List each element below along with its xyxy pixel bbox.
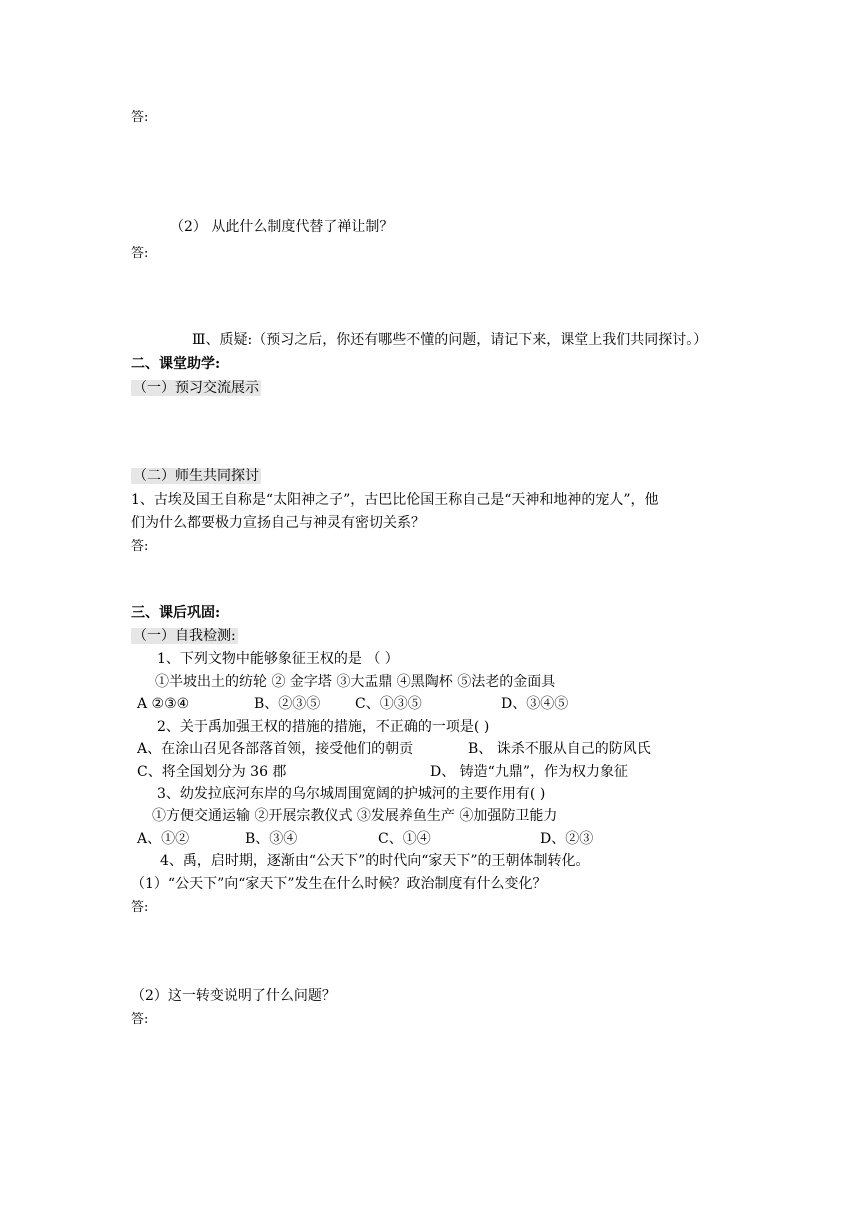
option-text: C、①④	[378, 831, 431, 847]
section-heading: 三、课后巩固:	[131, 605, 221, 621]
question-text: 4、禹，启时期，逐渐由“公天下”的时代向“家天下”的王朝体制转化。	[160, 853, 590, 869]
question-text: 1、古埃及国王自称是“太阳神之子”，古巴比伦国王称自己是“天神和地神的宠人”，他	[131, 492, 659, 508]
question-text: （1）“公天下”向“家天下”发生在什么时候？政治制度有什么变化？	[131, 876, 547, 892]
answer-label: 答:	[131, 110, 149, 125]
option-text: D、②③	[540, 831, 594, 847]
question-text: （2） 从此什么制度代替了禅让制？	[170, 219, 394, 235]
question-text: 1、下列文物中能够象征王权的是 （ ）	[157, 651, 399, 667]
subsection-heading	[131, 466, 261, 486]
item-list: ①方便交通运输 ②开展宗教仪式 ③发展养鱼生产 ④加强防卫能力	[152, 808, 558, 824]
doubt-prompt: Ⅲ、质疑:（预习之后，你还有哪些不懂的问题，请记下来，课堂上我们共同探讨。）	[192, 332, 708, 348]
option-text: B、②③⑤	[254, 696, 321, 712]
answer-label: 答:	[131, 1012, 149, 1027]
option-text: A ②③④	[137, 696, 190, 712]
section-heading: 二、课堂助学:	[131, 356, 221, 372]
question-text: 2、关于禹加强王权的措施的措施，不正确的一项是( )	[157, 719, 490, 735]
option-text: A、在涂山召见各部落首领，接受他们的朝贡	[137, 741, 414, 757]
option-text: D、③④⑤	[501, 696, 569, 712]
item-list: ①半坡出土的纺轮 ② 金字塔 ③大盂鼎 ④黑陶杯 ⑤法老的金面具	[155, 674, 556, 690]
highlighted-text: （一）预习交流展示	[133, 380, 259, 396]
question-text: 3、幼发拉底河东岸的乌尔城周围宽阔的护城河的主要作用有( )	[157, 786, 546, 802]
option-text: B、 诛杀不服从自己的防风氏	[468, 741, 651, 757]
subsection-heading	[131, 378, 261, 398]
option-text: C、将全国划分为 36 郡	[137, 764, 287, 780]
option-text: A、①②	[137, 831, 190, 847]
answer-label: 答:	[131, 246, 149, 261]
option-text: D、 铸造“九鼎”，作为权力象征	[430, 764, 628, 780]
question-text: 们为什么都要极力宣扬自己与神灵有密切关系？	[131, 515, 425, 531]
question-text: （2）这一转变说明了什么问题？	[131, 988, 336, 1004]
highlighted-text: （二）师生共同探讨	[133, 468, 259, 484]
highlighted-text: （一）自我检测:	[133, 628, 236, 644]
answer-label: 答:	[131, 900, 149, 915]
subsection-heading	[131, 626, 238, 646]
option-text: C、①③⑤	[355, 696, 422, 712]
answer-label: 答:	[131, 539, 149, 554]
option-text: B、③④	[245, 831, 298, 847]
